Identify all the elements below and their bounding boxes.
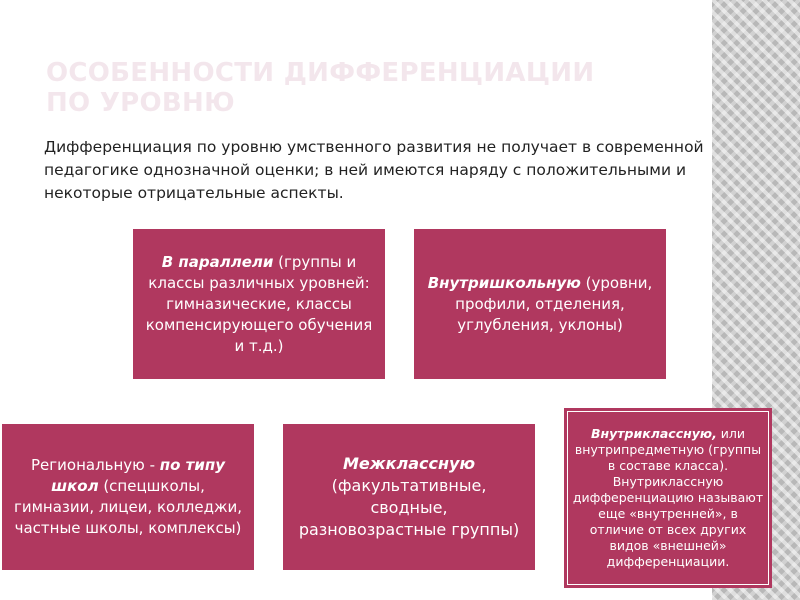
- box-interclass-accent: Межклассную: [342, 454, 476, 473]
- box-parallel-accent: В параллели: [161, 252, 274, 271]
- box-intraclass-content: [572, 426, 764, 570]
- slide-title: ОСОБЕННОСТИ ДИФФЕРЕНЦИАЦИИ ПО УРОВНЮ: [46, 58, 595, 118]
- box-regional-content: [12, 455, 244, 539]
- box-intraschool-accent: Внутришкольную: [427, 273, 581, 292]
- box-intraclass: [564, 408, 772, 588]
- box-parallel: [133, 229, 385, 379]
- box-parallel-text: (группы и классы различных уровней: гимназические, классы компенсирующего обучения и т.д.): [145, 252, 373, 355]
- box-intraclass-accent: Внутриклассную,: [590, 426, 717, 441]
- box-regional-text: Региональную -: [30, 456, 160, 474]
- box-regional: [2, 424, 254, 570]
- box-interclass: [283, 424, 535, 570]
- box-interclass-content: [295, 453, 523, 541]
- box-intraschool-content: [424, 273, 656, 336]
- box-intraschool: [414, 229, 666, 379]
- box-parallel-content: [143, 252, 375, 357]
- box-interclass-text: (факультативные, сводные, разновозрастные группы): [298, 476, 520, 539]
- box-intraclass-text: или внутрипредметную (группы в составе класса). Внутриклассную дифференциацию называют еще «внутренней», в отличие от всех других видов «внешней» дифференциации.: [572, 426, 764, 569]
- box-regional-accent: по типу школ: [51, 456, 226, 495]
- box-regional-rest: (спецшколы, гимназии, лицеи, колледжи, частные школы, комплексы): [13, 477, 243, 537]
- intro-text: Дифференциация по уровню умственного развития не получает в современной педагогике однозначной оценки; в ней имеются наряду с положительными и некоторые отрицательные аспекты.: [44, 138, 704, 202]
- box-intraschool-text: (уровни, профили, отделения, углубления, уклоны): [455, 273, 653, 334]
